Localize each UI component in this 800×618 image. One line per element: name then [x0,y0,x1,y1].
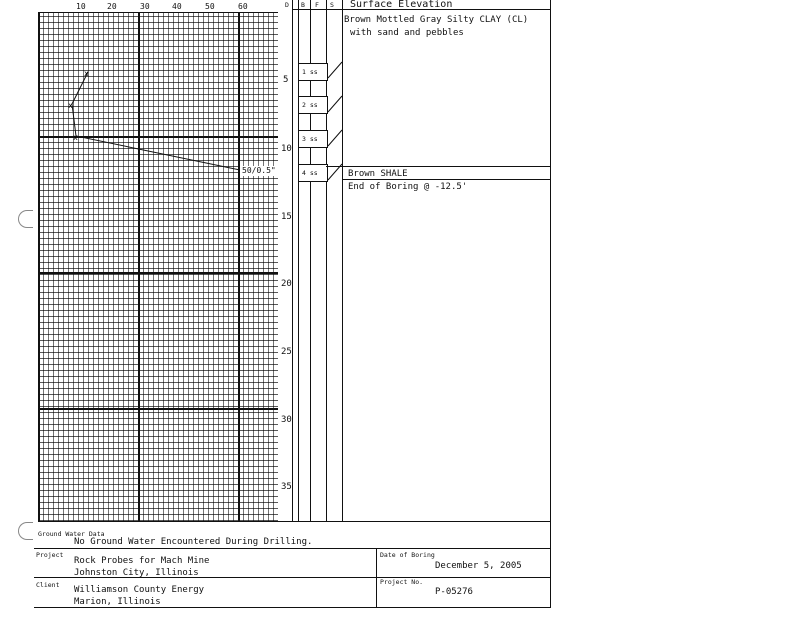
project-no-label: Project No. [380,578,424,586]
project-label: Project [36,551,64,559]
ground-water-label: Ground Water Data [38,530,105,538]
sample-label-1: 1 ss [302,68,318,76]
layer1-desc-line1: Brown Mottled Gray Silty CLAY (CL) [344,15,529,25]
svg-text:x: x [73,133,78,142]
layer1-desc-line2: with sand and pebbles [350,28,464,38]
sample-label-4: 4 ss [302,169,318,177]
project-line1: Rock Probes for Mach Mine [74,556,210,566]
scale-tick-20: 20 [107,2,117,11]
project-no-value: P-05276 [435,587,473,597]
scale-tick-60: 60 [238,2,248,11]
scale-tick-40: 40 [172,2,182,11]
col-header-s: S [330,1,334,9]
scale-tick-50: 50 [205,2,215,11]
end-of-boring: End of Boring @ -12.5' [348,182,468,192]
depth-label-5: 5 [283,75,289,85]
svg-text:x: x [84,69,89,78]
col-header-f: F [315,1,319,9]
plot-annotation: 50/0.5" [242,166,276,175]
depth-label-35: 35 [281,482,292,492]
date-of-boring-label: Date of Boring [380,551,435,559]
binder-punch-hole-top [18,210,33,228]
col-header-d: D [285,1,289,9]
date-of-boring-value: December 5, 2005 [435,561,522,571]
depth-label-25: 25 [281,347,292,357]
depth-label-10: 10 [281,144,292,154]
scale-tick-30: 30 [140,2,150,11]
ground-water-text: No Ground Water Encountered During Drilling. [74,537,313,547]
binder-punch-hole-bottom [18,522,33,540]
layer2-desc: Brown SHALE [348,169,408,179]
scale-tick-10: 10 [76,2,86,11]
client-line1: Williamson County Energy [74,585,205,595]
client-label: Client [36,581,60,589]
surface-elevation-label: Surface Elevation [350,0,453,10]
sample-label-3: 3 ss [302,135,318,143]
col-header-b: B [301,1,305,9]
depth-label-15: 15 [281,212,292,222]
sample-markers [326,0,346,200]
depth-label-20: 20 [281,279,292,289]
sample-label-2: 2 ss [302,101,318,109]
svg-text:x: x [68,101,73,110]
depth-label-30: 30 [281,415,292,425]
project-line2: Johnston City, Illinois [74,568,199,578]
client-line2: Marion, Illinois [74,597,161,607]
